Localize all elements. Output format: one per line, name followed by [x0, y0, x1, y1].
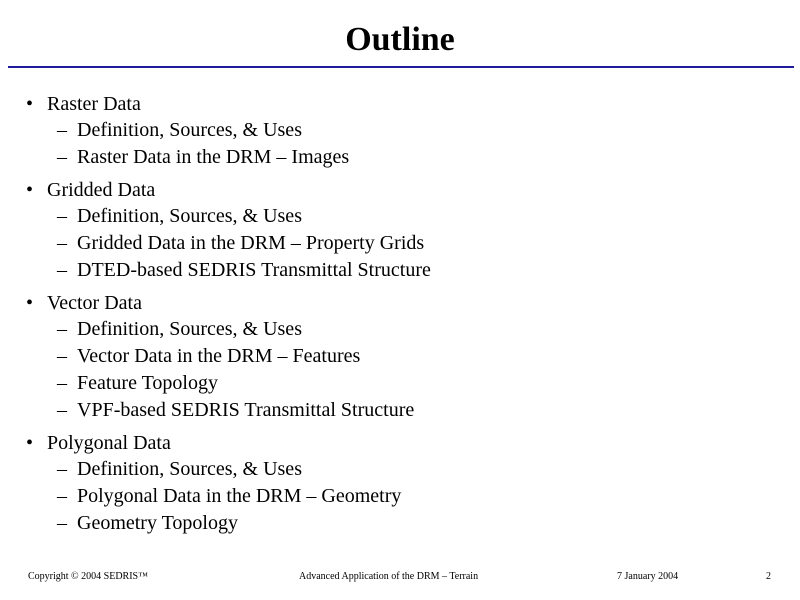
- dash-icon: –: [57, 512, 67, 534]
- dash-icon: –: [57, 232, 67, 254]
- outline-subitem: – Polygonal Data in the DRM – Geometry: [26, 483, 786, 510]
- outline-subitem: – Geometry Topology: [26, 510, 786, 537]
- outline-section-raster: [26, 91, 786, 171]
- footer-presentation-title: Advanced Application of the DRM – Terrain: [299, 571, 479, 582]
- outline-list: [26, 91, 786, 543]
- dash-icon: –: [57, 372, 67, 394]
- dash-icon: –: [57, 399, 67, 421]
- footer-page-number: 2: [766, 571, 771, 582]
- outline-subitem: – Gridded Data in the DRM – Property Grids: [26, 230, 786, 257]
- outline-subitem: – Definition, Sources, & Uses: [26, 117, 786, 144]
- outline-subitem: – DTED-based SEDRIS Transmittal Structure: [26, 257, 786, 284]
- section-label: Polygonal Data: [47, 432, 171, 454]
- dash-icon: –: [57, 205, 67, 227]
- outline-section-gridded: [26, 177, 786, 284]
- dash-icon: –: [57, 259, 67, 281]
- bullet-icon: •: [26, 292, 34, 314]
- outline-subitem: – Feature Topology: [26, 370, 786, 397]
- outline-subitem: – Raster Data in the DRM – Images: [26, 144, 786, 171]
- outline-section-polygonal: [26, 430, 786, 537]
- section-label: Gridded Data: [47, 179, 156, 201]
- title-divider: [8, 66, 794, 68]
- section-label: Raster Data: [47, 93, 141, 115]
- section-label: Vector Data: [47, 292, 142, 314]
- bullet-icon: •: [26, 432, 34, 454]
- dash-icon: –: [57, 345, 67, 367]
- outline-subitem: – Vector Data in the DRM – Features: [26, 343, 786, 370]
- dash-icon: –: [57, 119, 67, 141]
- bullet-icon: •: [26, 179, 34, 201]
- footer-date: 7 January 2004: [617, 571, 679, 582]
- outline-subitem: – Definition, Sources, & Uses: [26, 203, 786, 230]
- outline-subitem: – Definition, Sources, & Uses: [26, 316, 786, 343]
- footer-copyright: Copyright © 2004 SEDRIS™: [28, 571, 148, 582]
- dash-icon: –: [57, 318, 67, 340]
- bullet-icon: •: [26, 93, 34, 115]
- slide-title: Outline: [345, 21, 455, 58]
- outline-section-vector: [26, 290, 786, 424]
- dash-icon: –: [57, 485, 67, 507]
- dash-icon: –: [57, 146, 67, 168]
- dash-icon: –: [57, 458, 67, 480]
- outline-subitem: – Definition, Sources, & Uses: [26, 456, 786, 483]
- outline-subitem: – VPF-based SEDRIS Transmittal Structure: [26, 397, 786, 424]
